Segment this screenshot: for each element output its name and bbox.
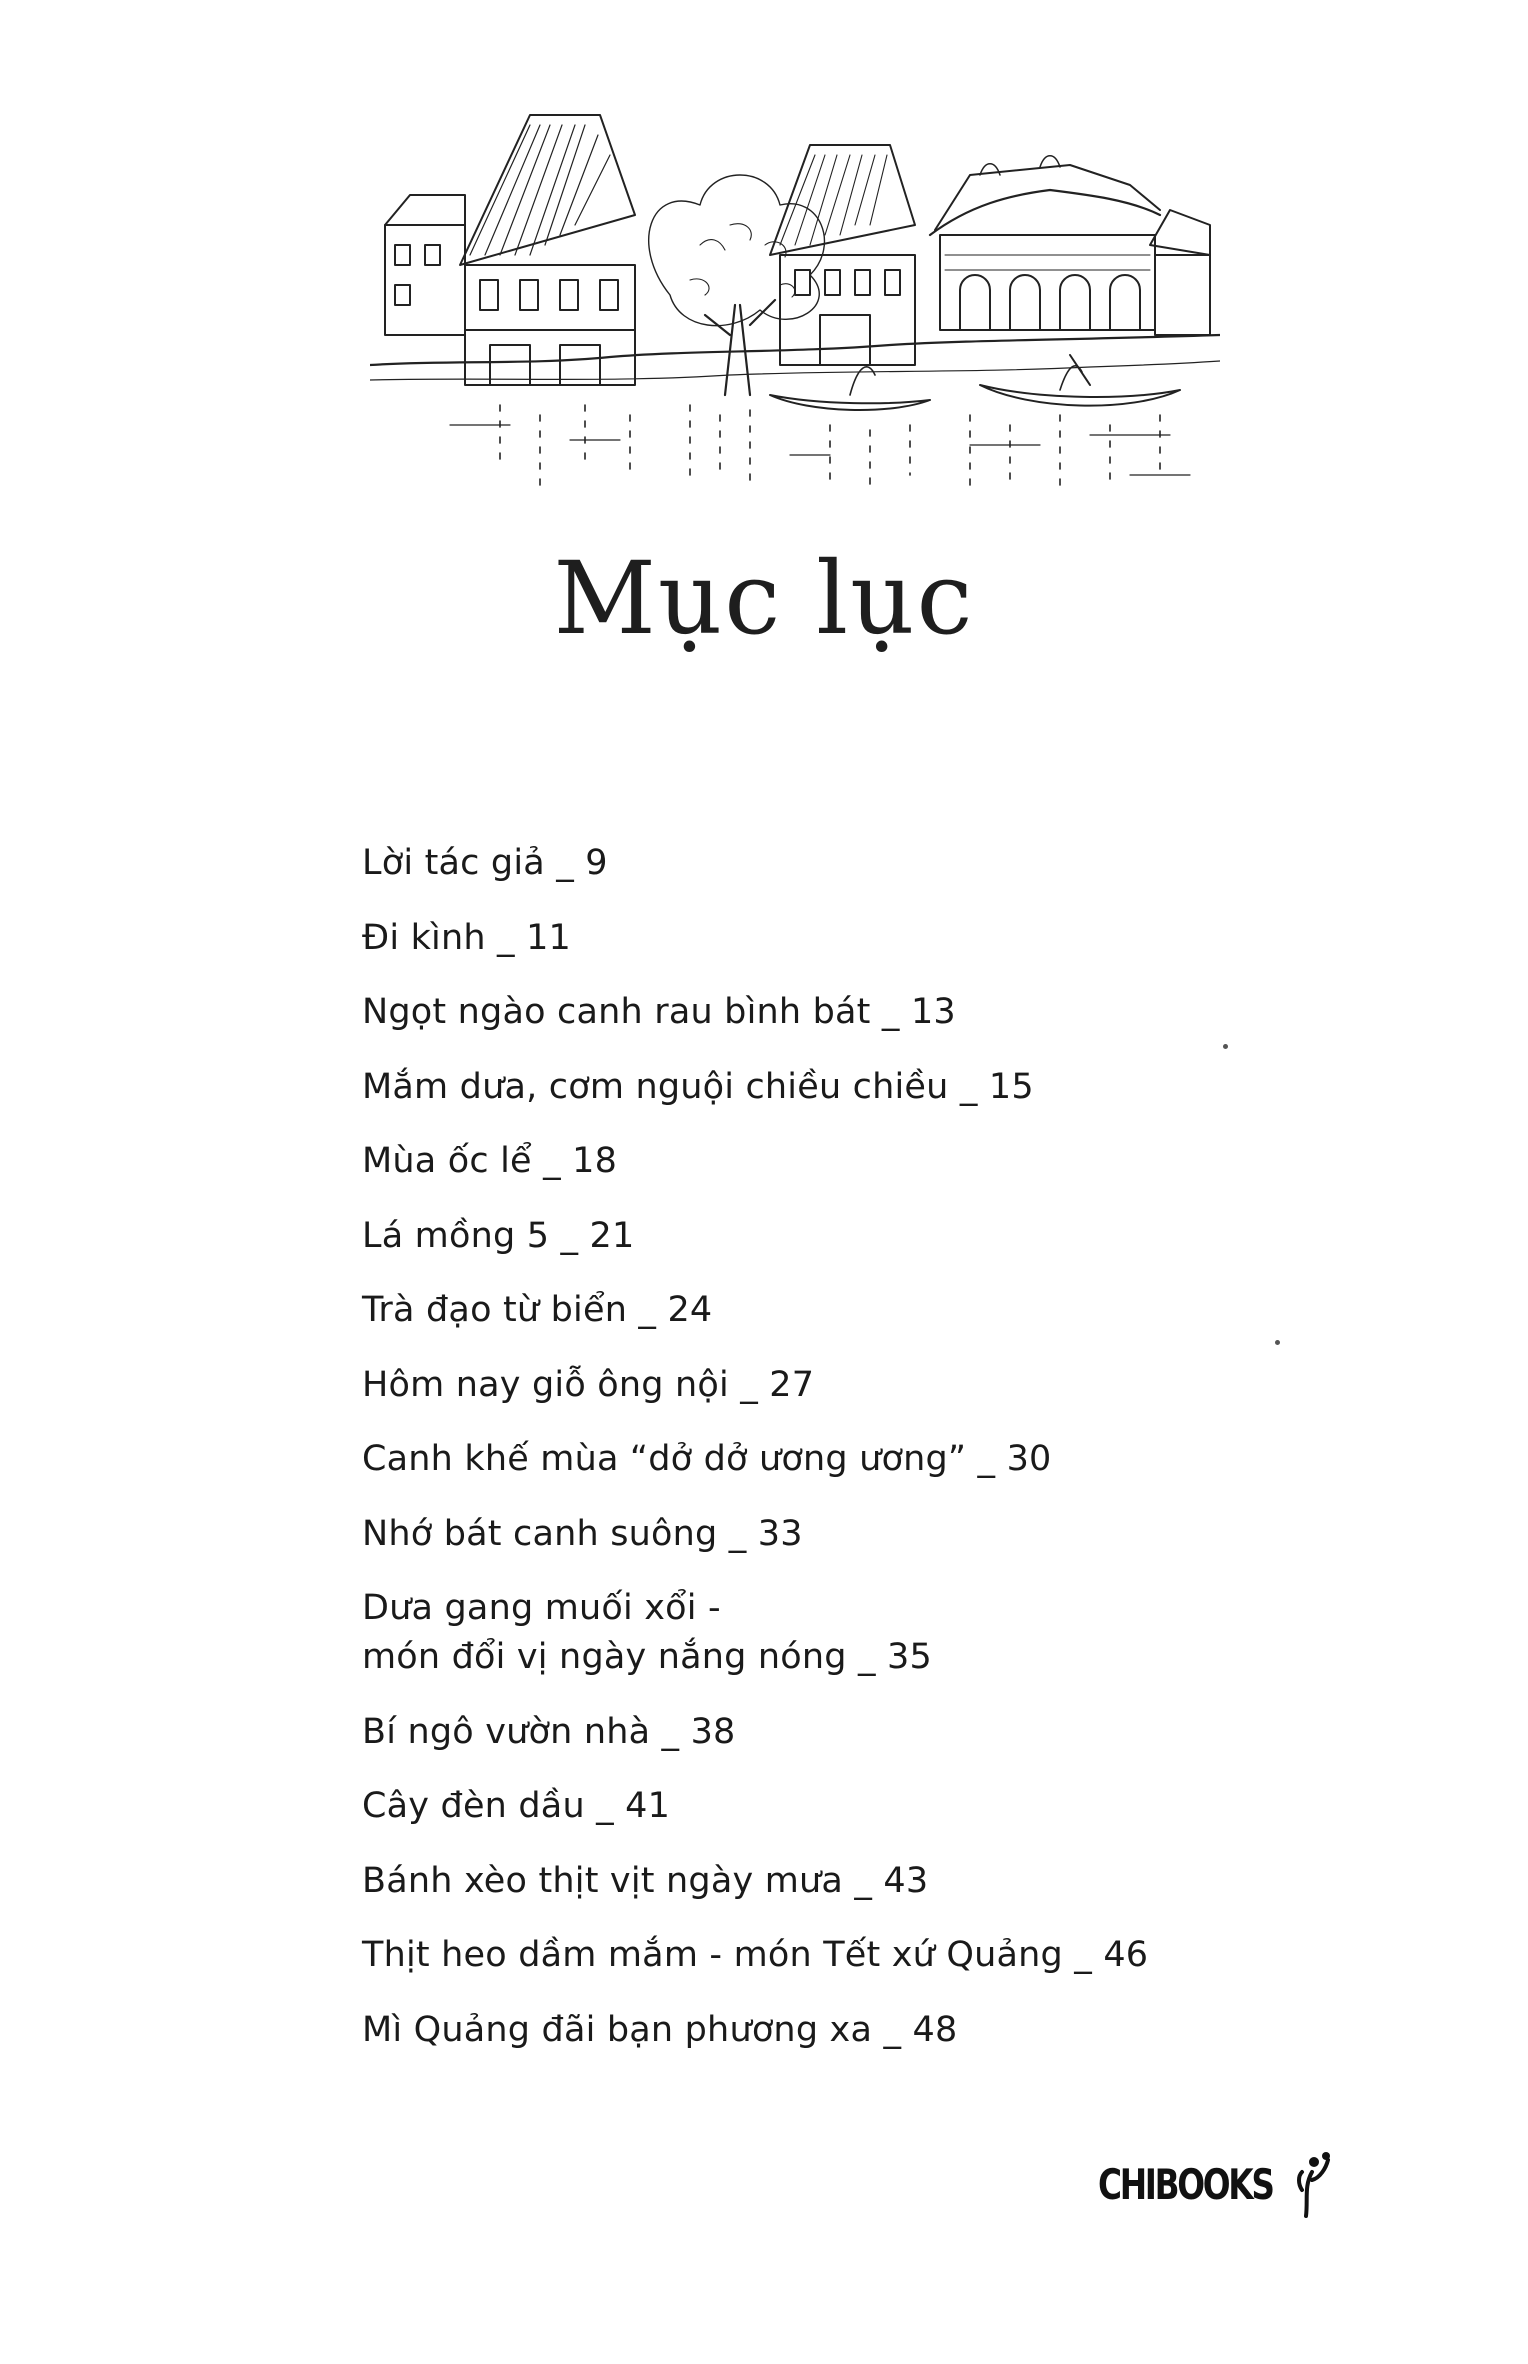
publisher-logo-text: CHIBOOKS	[1098, 2160, 1273, 2209]
toc-entry-text: Hôm nay giỗ ông nội _ 27	[362, 1364, 815, 1405]
toc-entry-text: Lá mồng 5 _ 21	[362, 1215, 635, 1256]
toc-entry	[362, 1858, 1362, 1904]
toc-entry-text: Mắm dưa, cơm nguội chiều chiều _ 15	[362, 1066, 1034, 1107]
toc-entry-text: Lời tác giả _ 9	[362, 843, 608, 883]
toc-entry	[362, 1932, 1362, 1978]
old-town-riverside-sketch-icon	[370, 95, 1220, 515]
toc-entry	[362, 1585, 1362, 1680]
table-of-contents	[362, 840, 1362, 2081]
page-title: Mục lục	[553, 540, 975, 657]
toc-entry	[362, 1436, 1362, 1482]
toc-entry-text: món đổi vị ngày nắng nóng _ 35	[362, 1637, 932, 1677]
toc-entry-text: Thịt heo dầm mắm - món Tết xứ Quảng _ 46	[362, 1935, 1149, 1975]
chibooks-flower-mark-icon	[1294, 2150, 1334, 2220]
toc-entry-text: Canh khế mùa “dở dở ương ương” _ 30	[362, 1439, 1052, 1479]
toc-entry	[362, 1287, 1362, 1333]
toc-entry-text: Dưa gang muối xổi -	[362, 1588, 721, 1628]
toc-entry-text: Nhớ bát canh suông _ 33	[362, 1513, 803, 1554]
toc-entry-text: Đi kình _ 11	[362, 917, 572, 958]
toc-entry-text: Mì Quảng đãi bạn phương xa _ 48	[362, 2009, 958, 2050]
toc-entry-text: Trà đạo từ biển _ 24	[362, 1290, 713, 1330]
toc-entry-text: Mùa ốc lể _ 18	[362, 1141, 618, 1181]
paper-speck	[1275, 1340, 1280, 1345]
toc-entry-text: Ngọt ngào canh rau bình bát _ 13	[362, 992, 956, 1032]
toc-entry-text: Bí ngô vườn nhà _ 38	[362, 1711, 736, 1752]
toc-entry	[362, 1783, 1362, 1829]
toc-entry	[362, 1709, 1362, 1755]
toc-entry	[362, 1064, 1362, 1110]
toc-entry	[362, 1511, 1362, 1557]
toc-entry-text: Bánh xèo thịt vịt ngày mưa _ 43	[362, 1860, 929, 1901]
toc-entry-text: Cây đèn dầu _ 41	[362, 1786, 671, 1826]
toc-entry	[362, 1362, 1362, 1408]
toc-entry	[362, 840, 1362, 886]
paper-speck	[1223, 1044, 1228, 1049]
toc-entry	[362, 1213, 1362, 1259]
toc-entry	[362, 989, 1362, 1035]
publisher-logo	[1098, 2150, 1338, 2220]
toc-entry	[362, 915, 1362, 961]
toc-entry	[362, 1138, 1362, 1184]
toc-entry	[362, 2007, 1362, 2053]
